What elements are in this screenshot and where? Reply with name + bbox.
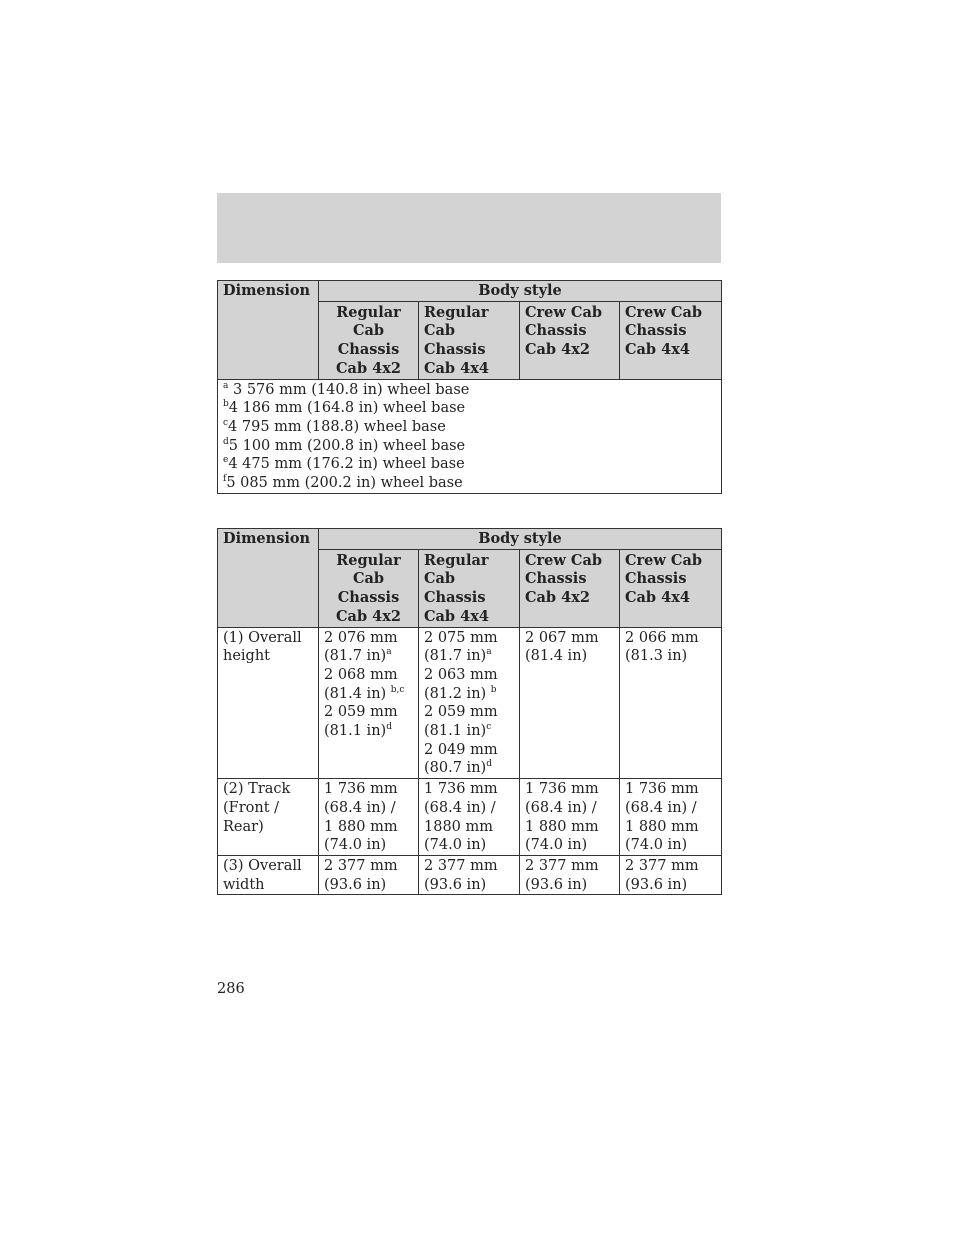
column-header-line: Regular: [424, 303, 489, 321]
cell-value: 2 377 mm: [625, 857, 699, 874]
table-row: [218, 779, 722, 856]
column-header-line: Chassis: [424, 589, 486, 607]
cell-line: [324, 647, 413, 666]
column-header: [419, 549, 520, 627]
table-cell: [620, 779, 722, 856]
column-header-line: Cab: [352, 570, 385, 588]
cell-value: 2 066 mm: [625, 629, 699, 646]
footnote-mark: a: [223, 380, 229, 391]
cell-line: [424, 703, 514, 722]
cell-value: (81.7 in): [424, 648, 487, 665]
table-cell: [620, 627, 722, 779]
footnote-reference: d: [386, 722, 392, 733]
cell-line: [324, 818, 413, 837]
cell-value: (74.0 in): [424, 837, 487, 854]
column-header-line: Chassis: [337, 341, 400, 359]
column-header-line: Cab 4x2: [336, 607, 401, 625]
footnote-line: [223, 381, 716, 400]
row-label-line: height: [223, 648, 271, 665]
cell-value: 2 049 mm: [424, 741, 498, 758]
cell-line: [525, 799, 614, 818]
cell-line: [324, 836, 413, 855]
column-header-line: Chassis: [424, 341, 486, 359]
footnote-text: 3 576 mm (140.8 in) wheel base: [228, 381, 470, 398]
row-label-line: (2) Track: [223, 781, 291, 798]
footnote-mark: c: [223, 417, 229, 428]
column-header: [319, 301, 419, 379]
cell-value: (81.7 in): [324, 648, 387, 665]
cell-value: 2 075 mm: [424, 629, 498, 646]
cell-value: (93.6 in): [424, 876, 487, 893]
dimension-header: Dimension: [218, 529, 319, 628]
cell-line: [424, 836, 514, 855]
column-header-line: Chassis: [625, 570, 687, 588]
column-header: [520, 301, 620, 379]
section-header-band: [217, 193, 721, 263]
cell-line: [424, 876, 514, 895]
column-header-line: Cab 4x2: [525, 589, 590, 607]
cell-line: [525, 629, 614, 648]
column-header: [520, 549, 620, 627]
column-header-line: Cab: [424, 322, 456, 340]
table-row: [218, 855, 722, 894]
cell-value: 2 059 mm: [324, 704, 398, 721]
cell-value: 1 736 mm: [525, 781, 599, 798]
footnote-mark: b: [223, 399, 229, 410]
cell-value: 1 736 mm: [625, 781, 699, 798]
cell-line: [324, 876, 413, 895]
column-header-line: Cab: [424, 570, 456, 588]
cell-line: [424, 685, 514, 704]
cell-value: (93.6 in): [525, 876, 588, 893]
cell-line: [525, 818, 614, 837]
cell-value: 1 736 mm: [424, 781, 498, 798]
cell-value: (68.4 in) /: [625, 799, 697, 816]
cell-value: (81.1 in): [324, 723, 387, 740]
footnote-reference: a: [386, 647, 392, 658]
cell-value: (93.6 in): [625, 876, 688, 893]
column-header-line: Chassis: [625, 322, 687, 340]
cell-value: (68.4 in) /: [525, 799, 597, 816]
column-header: [620, 301, 722, 379]
cell-line: [525, 647, 614, 666]
row-label: [218, 627, 319, 779]
cell-value: 2 067 mm: [525, 629, 599, 646]
row-label-line: width: [223, 876, 265, 893]
column-header-line: Cab 4x4: [424, 607, 489, 625]
footnote-mark: d: [223, 436, 229, 447]
cell-value: 1 880 mm: [525, 818, 599, 835]
cell-line: [424, 629, 514, 648]
cell-line: [424, 818, 514, 837]
cell-line: [324, 780, 413, 799]
cell-value: 2 377 mm: [424, 857, 498, 874]
column-header-line: Crew Cab: [625, 303, 703, 321]
footnote-mark: e: [223, 455, 229, 466]
table-cell: [520, 779, 620, 856]
cell-value: 1 880 mm: [625, 818, 699, 835]
column-header-line: Regular: [336, 303, 401, 321]
footnote-text: 5 085 mm (200.2 in) wheel base: [226, 475, 463, 492]
footnote-line: [223, 474, 716, 493]
cell-line: [424, 647, 514, 666]
row-label-line: (3) Overall: [223, 857, 302, 874]
table-row: [218, 627, 722, 779]
cell-line: [324, 685, 413, 704]
cell-line: [625, 876, 716, 895]
cell-value: (81.4 in): [324, 685, 391, 702]
footnote-line: [223, 399, 716, 418]
footnote-text: 5 100 mm (200.8 in) wheel base: [228, 437, 466, 454]
column-header: [319, 549, 419, 627]
row-label-line: Rear): [223, 818, 264, 835]
cell-line: [424, 799, 514, 818]
table-cell: [319, 627, 419, 779]
cell-line: [625, 857, 716, 876]
table-cell: [419, 779, 520, 856]
cell-value: 2 377 mm: [525, 857, 599, 874]
footnote-mark: f: [223, 474, 227, 485]
cell-line: [324, 629, 413, 648]
column-header-line: Chassis: [337, 589, 400, 607]
footnote-text: 4 475 mm (176.2 in) wheel base: [228, 456, 465, 473]
column-header-line: Crew Cab: [525, 551, 603, 569]
table-cell: [419, 855, 520, 894]
footnote-reference: b,c: [390, 684, 405, 695]
cell-value: (74.0 in): [324, 837, 387, 854]
cell-value: 2 377 mm: [324, 857, 398, 874]
row-label: [218, 855, 319, 894]
cell-line: [424, 857, 514, 876]
footnote-reference: c: [486, 722, 492, 733]
column-header-line: Cab: [352, 322, 385, 340]
footnote-reference: d: [486, 759, 492, 770]
footnote-text: 4 186 mm (164.8 in) wheel base: [228, 400, 466, 417]
dimension-header: Dimension: [218, 281, 319, 380]
column-header-line: Cab 4x4: [625, 341, 690, 359]
page-number: 286: [217, 981, 245, 997]
table-cell: [319, 779, 419, 856]
footnote-line: [223, 455, 716, 474]
table-cell: [520, 627, 620, 779]
cell-value: (74.0 in): [625, 837, 688, 854]
column-header-line: Crew Cab: [625, 551, 703, 569]
cell-value: (74.0 in): [525, 837, 588, 854]
cell-line: [324, 666, 413, 685]
column-header-line: Cab 4x2: [525, 341, 590, 359]
table-cell: [419, 627, 520, 779]
column-header-line: Regular: [424, 551, 489, 569]
cell-value: 2 063 mm: [424, 666, 498, 683]
cell-line: [324, 722, 413, 741]
cell-line: [424, 759, 514, 778]
cell-line: [525, 857, 614, 876]
column-header: [419, 301, 520, 379]
column-header-line: Chassis: [525, 322, 587, 340]
body-style-header: Body style: [319, 281, 722, 302]
cell-value: 2 059 mm: [424, 704, 498, 721]
cell-line: [525, 836, 614, 855]
cell-value: (93.6 in): [324, 876, 387, 893]
row-label: [218, 779, 319, 856]
cell-value: 1880 mm: [424, 818, 494, 835]
row-label-line: (1) Overall: [223, 629, 302, 646]
table-cell: [620, 855, 722, 894]
row-label-line: (Front /: [223, 799, 280, 816]
column-header-line: Regular: [336, 551, 401, 569]
cell-value: (68.4 in) /: [324, 799, 396, 816]
dimensions-footnote-table: [217, 280, 722, 494]
cell-value: (81.3 in): [625, 648, 688, 665]
column-header-line: Cab 4x4: [625, 589, 690, 607]
cell-value: 2 076 mm: [324, 629, 398, 646]
column-header-line: Cab 4x4: [424, 359, 489, 377]
cell-value: (80.7 in): [424, 760, 487, 777]
cell-value: 1 880 mm: [324, 818, 398, 835]
cell-line: [625, 780, 716, 799]
cell-line: [625, 799, 716, 818]
cell-line: [424, 741, 514, 760]
cell-line: [625, 836, 716, 855]
cell-line: [324, 703, 413, 722]
cell-line: [625, 629, 716, 648]
cell-line: [625, 818, 716, 837]
cell-value: 2 068 mm: [324, 666, 398, 683]
cell-line: [424, 722, 514, 741]
wheelbase-footnotes: [218, 379, 722, 493]
column-header-line: Cab 4x2: [336, 359, 401, 377]
cell-line: [324, 799, 413, 818]
footnote-reference: b: [490, 684, 497, 695]
body-style-header: Body style: [319, 529, 722, 550]
footnote-line: [223, 418, 716, 437]
cell-value: (81.2 in): [424, 685, 491, 702]
cell-value: (68.4 in) /: [424, 799, 496, 816]
footnote-text: 4 795 mm (188.8) wheel base: [228, 418, 446, 435]
cell-line: [525, 876, 614, 895]
table-cell: [520, 855, 620, 894]
column-header-line: Crew Cab: [525, 303, 603, 321]
cell-line: [324, 857, 413, 876]
cell-value: (81.1 in): [424, 723, 487, 740]
footnote-reference: a: [486, 647, 492, 658]
footnote-line: [223, 437, 716, 456]
column-header: [620, 549, 722, 627]
cell-line: [625, 647, 716, 666]
column-header-line: Chassis: [525, 570, 587, 588]
cell-line: [424, 780, 514, 799]
cell-value: 1 736 mm: [324, 781, 398, 798]
cell-value: (81.4 in): [525, 648, 588, 665]
table-cell: [319, 855, 419, 894]
cell-line: [424, 666, 514, 685]
cell-line: [525, 780, 614, 799]
dimensions-table: [217, 528, 722, 895]
